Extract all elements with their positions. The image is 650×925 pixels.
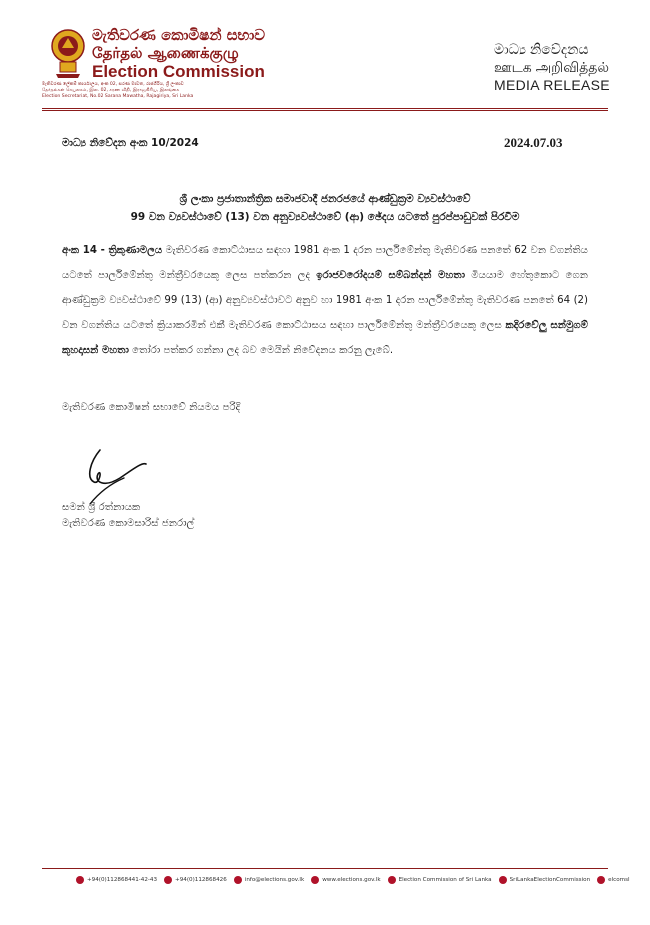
org-name-sinhala: මැතිවරණ කොමිෂන් සභාව xyxy=(92,26,266,44)
address-tamil: தேர்தல்கள் செயலகம், இல. 02, சரண வீதி, இராஜகிரிய, இலங்கை xyxy=(42,88,180,93)
media-release-label xyxy=(494,40,624,94)
address-sinhala: මැතිවරණ ලේකම් කාර්යාලය, අංක 02, සරණ මාවත, රාජගිරිය, ශ්‍රී ලංකාව xyxy=(42,82,184,87)
youtube-text: SriLankaElectionCommission xyxy=(509,877,591,883)
release-reference: මාධ්‍ය නිවේදන අංක 10/2024 xyxy=(62,137,199,149)
release-date: 2024.07.03 xyxy=(504,135,563,150)
email-icon xyxy=(234,876,242,884)
footer-divider xyxy=(42,868,608,869)
body-part-2: මියයාම හේතුකොට ගෙන ආණ්ඩුක්‍රම ව්‍යවස්ථාවේ 99 (13) (ආ) අනුව්‍යවස්ථාවට අනුව හා 1981 අංක 1 දරන පාර්ලිමේන්තු මැතිවරණ පනතේ 64 (2) වන වගන්තිය යටතේ ක්‍රියාකරමින් එකී මැතිවරණ කොට්ඨාසය සඳහා පාර්ලිමේන්තු මන්ත්‍රීවරයෙකු ලෙස xyxy=(62,270,589,331)
closing-line: මැතිවරණ කොමිෂන් සභාවේ නියමය පරිදි xyxy=(62,402,241,413)
fax-icon xyxy=(164,876,172,884)
phone-icon xyxy=(76,876,84,884)
youtube-icon xyxy=(499,876,507,884)
footer-email[interactable] xyxy=(234,876,304,884)
body-name-1: ඉරාජවරෝදයම් සම්බන්දන් මහතා xyxy=(316,270,466,281)
body-part-1: මැතිවරණ කොට්ඨාසය සඳහා 1981 අංක 1 දරන පාර්ලිමේන්තු මැතිවරණ පනතේ 62 වන වගන්තිය යටතේ පාර්ලිමේන්තු මන්ත්‍රීවරයෙකු ලෙස පත්කරන ලද xyxy=(62,245,588,281)
emblem-icon xyxy=(50,28,86,80)
organization-header xyxy=(42,24,272,104)
footer-fax[interactable] xyxy=(164,876,227,884)
release-tamil: ஊடக அறிவித்தல் xyxy=(494,59,610,75)
org-address xyxy=(42,82,272,100)
body-part-3: තෝරා පත්කර ගන්නා ලද බව මෙයින් නිවේදනය කරනු ලැබේ. xyxy=(128,345,394,356)
release-sinhala: මාධ්‍ය නිවේදනය xyxy=(494,41,589,57)
address-english: Election Secretariat, No.02 Sarana Mawatha, Rajagiriya, Sri Lanka xyxy=(42,94,194,99)
org-name-tamil: தேர்தல் ஆணைக்குழு xyxy=(92,44,239,62)
twitter-icon xyxy=(597,876,605,884)
footer-phone[interactable] xyxy=(76,876,157,884)
facebook-icon xyxy=(388,876,396,884)
org-name-english: Election Commission xyxy=(92,62,265,81)
header-divider xyxy=(42,108,608,109)
signature-icon xyxy=(80,448,150,506)
body-lead: අංක 14 - ත්‍රිකුණාමලය xyxy=(62,245,163,256)
title-line-1: ශ්‍රී ලංකා ප්‍රජාතාන්ත්‍රික සමාජවාදී ජනරජයේ ආණ්ඩුක්‍රම ව්‍යවස්ථාවේ xyxy=(179,193,471,205)
email-text: info@elections.gov.lk xyxy=(244,877,305,883)
header-divider-2 xyxy=(42,110,608,111)
signer-title: මැතිවරණ කොමසාරිස් ජනරාල් xyxy=(62,518,195,529)
contact-footer xyxy=(76,876,630,884)
fax-text: +94(0)112868426 xyxy=(175,877,227,883)
web-text: www.elections.gov.lk xyxy=(322,877,381,883)
footer-youtube[interactable] xyxy=(499,876,591,884)
body-paragraph xyxy=(62,238,588,363)
signer-name: සමන් ශ්‍රී රත්නායක xyxy=(62,502,141,513)
web-icon xyxy=(311,876,319,884)
facebook-text: Election Commission of Sri Lanka xyxy=(398,877,492,883)
body-name-2: කදිරවේලු සන්මුගම් කුහදාසන් මහතා xyxy=(62,320,589,356)
title-line-2: 99 වන ව්‍යවස්ථාවේ (13) වන අනුව්‍යවස්ථාවේ (ආ) ඡේදය යටතේ පුරප්පාඩුවක් පිරවීම xyxy=(130,211,520,223)
document-title xyxy=(62,190,588,226)
footer-facebook[interactable] xyxy=(388,876,492,884)
release-english: MEDIA RELEASE xyxy=(494,77,610,93)
twitter-text: elcomsl xyxy=(608,877,630,883)
footer-web[interactable] xyxy=(311,876,380,884)
footer-twitter[interactable] xyxy=(597,876,629,884)
phone-text: +94(0)112868441-42-43 xyxy=(87,877,158,883)
